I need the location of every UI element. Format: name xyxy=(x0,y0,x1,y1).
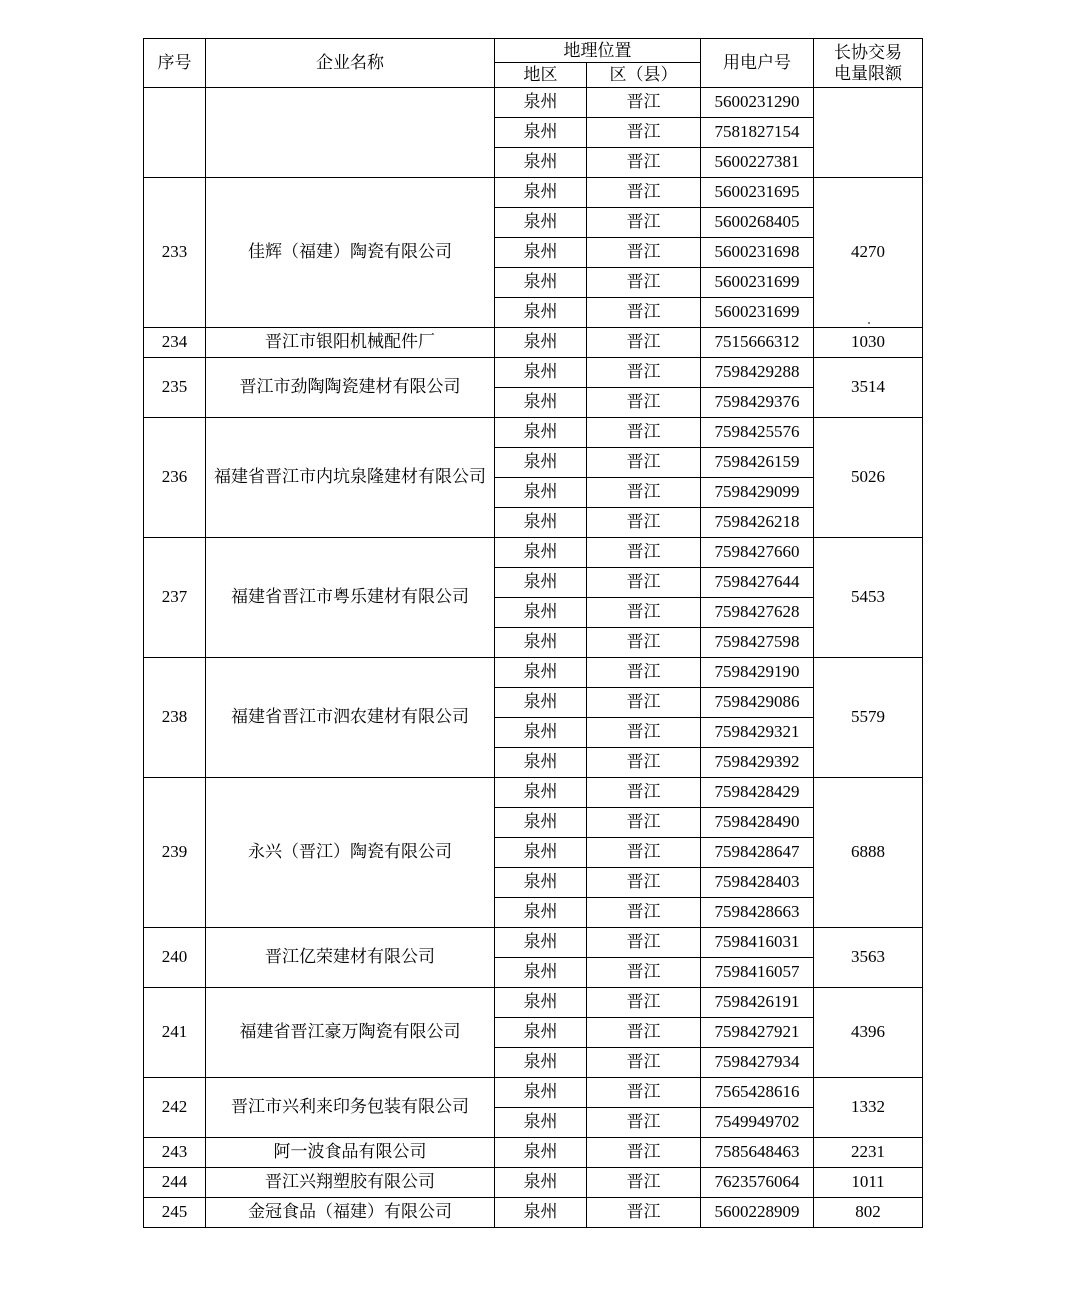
cell-account-number: 5600231699 xyxy=(701,267,814,297)
cell-district: 晋江 xyxy=(587,297,701,327)
cell-quota xyxy=(814,87,923,177)
cell-district: 晋江 xyxy=(587,1077,701,1107)
cell-quota: 2231 xyxy=(814,1137,923,1167)
cell-account-number: 7598427598 xyxy=(701,627,814,657)
cell-district: 晋江 xyxy=(587,897,701,927)
cell-district: 晋江 xyxy=(587,477,701,507)
column-header-quota-line2: 电量限额 xyxy=(834,63,902,83)
cell-district: 晋江 xyxy=(587,537,701,567)
cell-district: 晋江 xyxy=(587,1047,701,1077)
cell-account-number: 5600268405 xyxy=(701,207,814,237)
cell-area: 泉州 xyxy=(495,507,587,537)
column-header-district: 区（县） xyxy=(587,63,701,87)
column-header-quota-line1: 长协交易 xyxy=(834,42,902,62)
cell-account-number: 7598428647 xyxy=(701,837,814,867)
table-row xyxy=(144,87,923,117)
cell-account-number: 7598416031 xyxy=(701,927,814,957)
cell-area: 泉州 xyxy=(495,747,587,777)
cell-account-number: 7515666312 xyxy=(701,327,814,357)
cell-district: 晋江 xyxy=(587,1167,701,1197)
cell-area: 泉州 xyxy=(495,297,587,327)
cell-area: 泉州 xyxy=(495,657,587,687)
cell-account-number: 7581827154 xyxy=(701,117,814,147)
cell-area: 泉州 xyxy=(495,117,587,147)
cell-sequence-number: 237 xyxy=(144,537,206,657)
cell-area: 泉州 xyxy=(495,207,587,237)
cell-district: 晋江 xyxy=(587,327,701,357)
cell-enterprise-name: 福建省晋江市内坑泉隆建材有限公司 xyxy=(206,417,495,537)
column-header-quota xyxy=(814,39,923,88)
cell-account-number: 5600231699 xyxy=(701,297,814,327)
cell-sequence-number: 241 xyxy=(144,987,206,1077)
cell-account-number: 7598428429 xyxy=(701,777,814,807)
cell-area: 泉州 xyxy=(495,327,587,357)
table-row xyxy=(144,777,923,807)
cell-quota: 3514 xyxy=(814,357,923,417)
cell-area: 泉州 xyxy=(495,957,587,987)
cell-district: 晋江 xyxy=(587,87,701,117)
cell-enterprise-name: 金冠食品（福建）有限公司 xyxy=(206,1197,495,1227)
cell-district: 晋江 xyxy=(587,387,701,417)
cell-district: 晋江 xyxy=(587,117,701,147)
cell-quota: 3563 xyxy=(814,927,923,987)
cell-district: 晋江 xyxy=(587,597,701,627)
cell-account-number: 7598427921 xyxy=(701,1017,814,1047)
table-row xyxy=(144,987,923,1017)
cell-quota: 802 xyxy=(814,1197,923,1227)
cell-sequence-number: 244 xyxy=(144,1167,206,1197)
table-row xyxy=(144,417,923,447)
cell-sequence-number: 238 xyxy=(144,657,206,777)
cell-area: 泉州 xyxy=(495,837,587,867)
column-header-account-number: 用电户号 xyxy=(701,39,814,88)
cell-sequence-number: 245 xyxy=(144,1197,206,1227)
cell-sequence-number: 240 xyxy=(144,927,206,987)
cell-district: 晋江 xyxy=(587,747,701,777)
cell-district: 晋江 xyxy=(587,807,701,837)
cell-account-number: 7598429086 xyxy=(701,687,814,717)
table-header-row-1 xyxy=(144,39,923,63)
cell-enterprise-name: 佳辉（福建）陶瓷有限公司 xyxy=(206,177,495,327)
cell-sequence-number: 234 xyxy=(144,327,206,357)
cell-area: 泉州 xyxy=(495,147,587,177)
cell-enterprise-name: 晋江亿荣建材有限公司 xyxy=(206,927,495,987)
cell-enterprise-name xyxy=(206,87,495,177)
cell-district: 晋江 xyxy=(587,447,701,477)
column-header-area: 地区 xyxy=(495,63,587,87)
cell-account-number: 7565428616 xyxy=(701,1077,814,1107)
cell-quota: 1030 xyxy=(814,327,923,357)
cell-area: 泉州 xyxy=(495,627,587,657)
cell-sequence-number: 239 xyxy=(144,777,206,927)
cell-account-number: 7598426191 xyxy=(701,987,814,1017)
cell-enterprise-name: 福建省晋江市泗农建材有限公司 xyxy=(206,657,495,777)
cell-district: 晋江 xyxy=(587,987,701,1017)
cell-district: 晋江 xyxy=(587,837,701,867)
table-body xyxy=(144,87,923,1227)
cell-area: 泉州 xyxy=(495,177,587,207)
cell-enterprise-name: 晋江市兴利来印务包装有限公司 xyxy=(206,1077,495,1137)
cell-area: 泉州 xyxy=(495,357,587,387)
cell-account-number: 7598425576 xyxy=(701,417,814,447)
cell-district: 晋江 xyxy=(587,1197,701,1227)
cell-account-number: 5600231698 xyxy=(701,237,814,267)
cell-district: 晋江 xyxy=(587,147,701,177)
table-row xyxy=(144,537,923,567)
cell-enterprise-name: 晋江市银阳机械配件厂 xyxy=(206,327,495,357)
cell-quota: 5579 xyxy=(814,657,923,777)
cell-account-number: 7598428490 xyxy=(701,807,814,837)
cell-district: 晋江 xyxy=(587,567,701,597)
cell-enterprise-name: 福建省晋江市粤乐建材有限公司 xyxy=(206,537,495,657)
cell-sequence-number: 236 xyxy=(144,417,206,537)
cell-district: 晋江 xyxy=(587,687,701,717)
cell-quota: 4270 xyxy=(814,177,923,327)
cell-enterprise-name: 晋江市劲陶陶瓷建材有限公司 xyxy=(206,357,495,417)
cell-account-number: 7598429099 xyxy=(701,477,814,507)
cell-area: 泉州 xyxy=(495,777,587,807)
cell-quota: 1011 xyxy=(814,1167,923,1197)
cell-quota: 4396 xyxy=(814,987,923,1077)
table-row xyxy=(144,657,923,687)
cell-quota: 5026 xyxy=(814,417,923,537)
cell-district: 晋江 xyxy=(587,927,701,957)
cell-district: 晋江 xyxy=(587,627,701,657)
cell-account-number: 7598429392 xyxy=(701,747,814,777)
table-row xyxy=(144,327,923,357)
table-row xyxy=(144,927,923,957)
cell-district: 晋江 xyxy=(587,357,701,387)
cell-district: 晋江 xyxy=(587,957,701,987)
cell-area: 泉州 xyxy=(495,867,587,897)
cell-account-number: 5600227381 xyxy=(701,147,814,177)
cell-area: 泉州 xyxy=(495,1047,587,1077)
cell-district: 晋江 xyxy=(587,507,701,537)
cell-district: 晋江 xyxy=(587,1107,701,1137)
cell-account-number: 7598426218 xyxy=(701,507,814,537)
cell-district: 晋江 xyxy=(587,207,701,237)
table-header xyxy=(144,39,923,88)
cell-enterprise-name: 福建省晋江豪万陶瓷有限公司 xyxy=(206,987,495,1077)
cell-account-number: 7598428663 xyxy=(701,897,814,927)
cell-area: 泉州 xyxy=(495,687,587,717)
table-row xyxy=(144,177,923,207)
table-row xyxy=(144,1137,923,1167)
cell-area: 泉州 xyxy=(495,387,587,417)
cell-account-number: 7623576064 xyxy=(701,1167,814,1197)
document-page xyxy=(143,38,922,1228)
cell-account-number: 7598427628 xyxy=(701,597,814,627)
cell-enterprise-name: 永兴（晋江）陶瓷有限公司 xyxy=(206,777,495,927)
cell-area: 泉州 xyxy=(495,267,587,297)
cell-area: 泉州 xyxy=(495,717,587,747)
cell-sequence-number: 242 xyxy=(144,1077,206,1137)
column-header-geography: 地理位置 xyxy=(495,39,701,63)
cell-district: 晋江 xyxy=(587,867,701,897)
cell-account-number: 7598426159 xyxy=(701,447,814,477)
cell-account-number: 7598429376 xyxy=(701,387,814,417)
cell-account-number: 7598416057 xyxy=(701,957,814,987)
cell-area: 泉州 xyxy=(495,417,587,447)
cell-area: 泉州 xyxy=(495,1197,587,1227)
cell-district: 晋江 xyxy=(587,417,701,447)
cell-sequence-number: 233 xyxy=(144,177,206,327)
cell-account-number: 7549949702 xyxy=(701,1107,814,1137)
cell-account-number: 7598429190 xyxy=(701,657,814,687)
cell-account-number: 7598427934 xyxy=(701,1047,814,1077)
cell-sequence-number: 243 xyxy=(144,1137,206,1167)
table-row xyxy=(144,1077,923,1107)
cell-area: 泉州 xyxy=(495,537,587,567)
cell-area: 泉州 xyxy=(495,1167,587,1197)
cell-area: 泉州 xyxy=(495,987,587,1017)
cell-area: 泉州 xyxy=(495,807,587,837)
cell-account-number: 7598427660 xyxy=(701,537,814,567)
cell-account-number: 5600231290 xyxy=(701,87,814,117)
column-header-enterprise-name: 企业名称 xyxy=(206,39,495,88)
table-row xyxy=(144,357,923,387)
cell-sequence-number xyxy=(144,87,206,177)
cell-district: 晋江 xyxy=(587,177,701,207)
cell-account-number: 7598429321 xyxy=(701,717,814,747)
cell-quota: 1332 xyxy=(814,1077,923,1137)
cell-area: 泉州 xyxy=(495,567,587,597)
cell-area: 泉州 xyxy=(495,1107,587,1137)
cell-area: 泉州 xyxy=(495,477,587,507)
cell-district: 晋江 xyxy=(587,237,701,267)
cell-area: 泉州 xyxy=(495,597,587,627)
cell-district: 晋江 xyxy=(587,657,701,687)
cell-area: 泉州 xyxy=(495,1017,587,1047)
cell-account-number: 7598428403 xyxy=(701,867,814,897)
cell-area: 泉州 xyxy=(495,1137,587,1167)
cell-account-number: 7598429288 xyxy=(701,357,814,387)
cell-account-number: 5600228909 xyxy=(701,1197,814,1227)
cell-sequence-number: 235 xyxy=(144,357,206,417)
cell-enterprise-name: 阿一波食品有限公司 xyxy=(206,1137,495,1167)
table-row xyxy=(144,1197,923,1227)
cell-quota: 5453 xyxy=(814,537,923,657)
table-row xyxy=(144,1167,923,1197)
cell-district: 晋江 xyxy=(587,717,701,747)
cell-district: 晋江 xyxy=(587,267,701,297)
cell-district: 晋江 xyxy=(587,1137,701,1167)
enterprise-power-quota-table xyxy=(143,38,923,1228)
cell-area: 泉州 xyxy=(495,927,587,957)
column-header-seq: 序号 xyxy=(144,39,206,88)
cell-enterprise-name: 晋江兴翔塑胶有限公司 xyxy=(206,1167,495,1197)
cell-area: 泉州 xyxy=(495,1077,587,1107)
cell-account-number: 7598427644 xyxy=(701,567,814,597)
cell-account-number: 7585648463 xyxy=(701,1137,814,1167)
cell-area: 泉州 xyxy=(495,87,587,117)
cell-account-number: 5600231695 xyxy=(701,177,814,207)
cell-district: 晋江 xyxy=(587,1017,701,1047)
cell-quota: 6888 xyxy=(814,777,923,927)
cell-district: 晋江 xyxy=(587,777,701,807)
cell-area: 泉州 xyxy=(495,897,587,927)
cell-area: 泉州 xyxy=(495,447,587,477)
cell-area: 泉州 xyxy=(495,237,587,267)
